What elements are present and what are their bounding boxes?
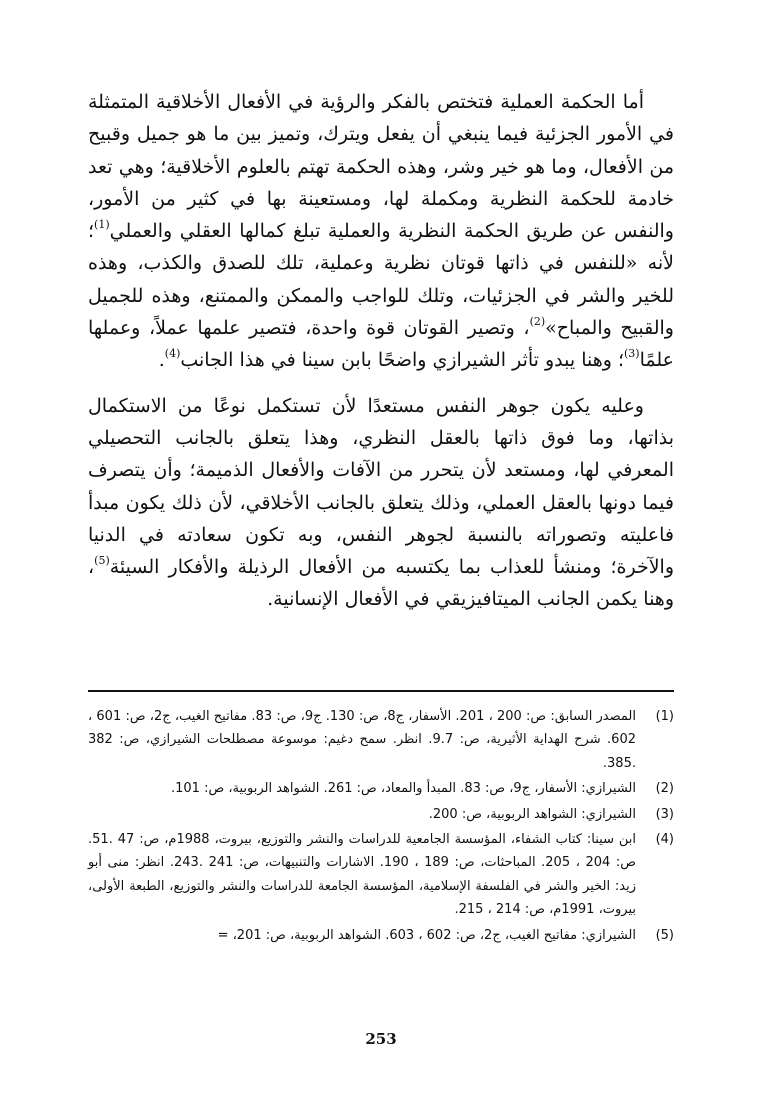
footnote-ref-5: (5) <box>94 553 110 567</box>
main-text <box>88 86 674 616</box>
paragraph-1-part-5: . <box>158 349 165 372</box>
footnote-ref-4: (4) <box>164 347 181 361</box>
paragraph-2-part-2: ، وهنا يكمن الجانب الميتافيزيقي في الأفعال الإنسانية. <box>88 556 674 611</box>
footnote-number: (1) <box>655 709 674 724</box>
footnote-text: الشيرازي: الأسفار، ج9، ص: 83. المبدأ والمعاد، ص: 261. الشواهد الربوبية، ص: 101. <box>170 781 636 797</box>
footnote-text: الشيرازي: الشواهد الربوبية، ص: 200. <box>428 806 636 822</box>
footnote-text: المصدر السابق: ص: 200 ، 201. الأسفار، ج8، ص: 130. ج9، ص: 83. مفاتيح الغيب، ج2، ص: 601 ، 602. شرح الهداية الأثيرية، ص: 9.7. انظر. سمح دغيم: موسوعة مصطلحات الشيرازي، ص: 382 .385. <box>88 709 636 771</box>
paragraph-1-part-1: أما الحكمة العملية فتختص بالفكر والرؤية في الأفعال الأخلاقية المتمثلة في الأمور الجزئية فيما ينبغي أن يفعل ويترك، وتميز بين ما هو جميل وقبيح من الأفعال، وما هو خير وشر، وهذه الحكمة تهتم بالعلوم الأخلاقية؛ وهي تعد خادمة للحكمة النظرية ومكملة لها، ومستعينة بها في كثير من الأمور، والنفس عن طريق الحكمة النظرية والعملية تبلغ كمالها العقلي والعملي <box>88 91 674 243</box>
footnote-item <box>88 705 674 775</box>
paragraph-2-part-1: وعليه يكون جوهر النفس مستعدًا لأن تستكمل نوعًا من الاستكمال بذاتها، وما فوق ذاتها بالعقل النظري، وهذا يتعلق بالجانب التحصيلي المعرفي لها، ومستعد لأن يتحرر من الآفات والأفعال الذميمة؛ وأن يتصرف فيما دونها بالعقل العملي، وذلك يتعلق بالجانب الأخلاقي، لأن ذلك يكون مبدأ فاعليته وتصوراته بالنسبة لجوهر النفس، وبه تكون سعادته في الدنيا والآخرة؛ ومنشأ للعذاب بما يكتسبه من الأفعال الرذيلة والأفكار السيئة <box>88 394 674 579</box>
footnote-item <box>88 777 674 800</box>
footnote-number: (3) <box>655 806 674 822</box>
footnote-ref-1: (1) <box>94 217 110 231</box>
footnote-ref-2: (2) <box>529 314 546 328</box>
footnote-number: (4) <box>655 832 674 848</box>
footnote-text: ابن سينا: كتاب الشفاء، المؤسسة الجامعية للدراسات والنشر والتوزيع، بيروت، 1988م، ص: 47 .51. ص: 204 ، 205. المباحثات، ص: 189 ، 190. الاشارات والتنبيهات، ص: 241 .243. انظر: منى أبو زيد: الخير والشر في الفلسفة الإسلامية، المؤسسة الجامعة للدراسات والنشر والتوزيع، الطبعة الأولى، بيروت، 1991م، ص: 214 ، 215. <box>88 832 637 918</box>
footnote-ref-3: (3) <box>624 347 640 361</box>
paragraph-1-part-3: ، وتصير القوتان قوة واحدة، فتصير علمها عملاً، وعملها علمًا <box>88 317 674 372</box>
footnote-number: (5) <box>655 927 674 943</box>
footnote-item <box>88 803 674 826</box>
footnote-text: الشيرازي: مفاتيح الغيب، ج2، ص: 602 ، 603. الشواهد الربوبية، ص: 201، = <box>217 927 636 943</box>
paragraph-1 <box>88 86 674 377</box>
paragraph-1-part-4: ؛ وهنا يبدو تأثر الشيرازي واضحًا بابن سينا في هذا الجانب <box>180 349 624 372</box>
footnote-separator <box>88 690 674 692</box>
footnote-item <box>88 924 674 947</box>
paragraph-1-part-2: ؛ لأنه «للنفس في ذاتها قوتان نظرية وعملية، تلك للصدق والكذب، وهذه للخير والشر في الجزئيات، وتلك للواجب والممكن والممتنع، وهذه للجميل والقبيح والمباح» <box>88 220 674 340</box>
page-number: 253 <box>365 1030 397 1048</box>
footnote-item <box>88 828 674 922</box>
footnotes <box>88 705 674 949</box>
footnote-number: (2) <box>655 781 674 797</box>
paragraph-2 <box>88 390 674 616</box>
